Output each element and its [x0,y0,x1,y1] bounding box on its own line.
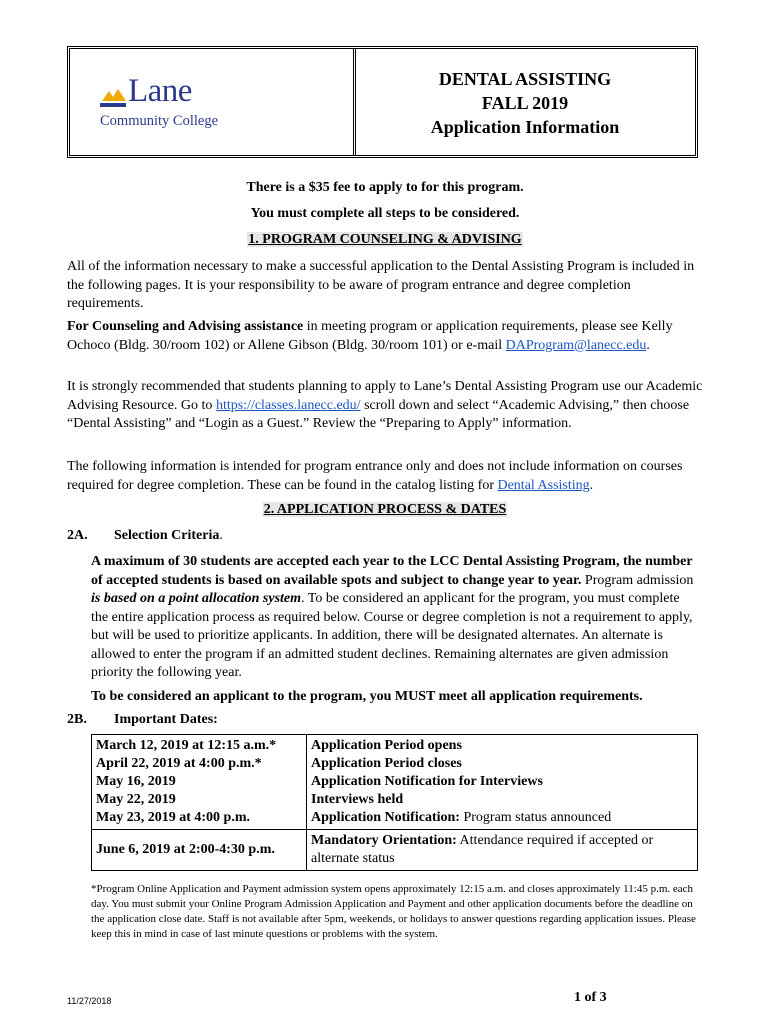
classes-link[interactable]: https://classes.lanecc.edu/ [215,397,361,413]
period: . [589,477,594,493]
subsection-2b-title: Important Dates: [114,712,218,727]
admission-text-2: . To be considered an applicant for the program, you must complete the entire application process as required below. Course or degree completion is not a requirement to apply, but will be used to prioritize applicants. In addition, there will be designated alternates. An alternate is allowed to enter the program if an admitted student declines. Remaining alternates are given admission priority the following year. [91,591,693,680]
section-1-paragraph-4 [67,458,703,495]
table-row [92,830,698,871]
selection-criteria-title: Selection Criteria [114,528,220,543]
section-2-heading-text: 2. APPLICATION PROCESS & DATES [263,502,507,517]
section-1-paragraph-3 [67,378,703,434]
date-cell: March 12, 2019 at 12:15 a.m.* [96,738,277,753]
catalog-text: The following information is intended for program entrance only and does not include information on courses required for degree completion. These can be found in the catalog listing for [67,459,683,493]
event-cell: Interviews held [311,792,404,807]
lane-logo-mark-icon [98,81,128,109]
period: . [219,528,223,543]
event-cell: Application Period closes [311,756,462,771]
page-title [356,67,694,139]
title-line-2: FALL 2019 [481,93,569,113]
section-1-heading-text: 1. PROGRAM COUNSELING & ADVISING [248,232,522,247]
event-cell: Application Notification for Interviews [311,774,543,789]
admission-text-1: Program admission [581,572,694,588]
title-line-3: Application Information [430,117,620,137]
orientation-date-cell: June 6, 2019 at 2:00-4:30 p.m. [92,830,307,871]
fee-notice: There is a $35 fee to apply to for this program. [246,180,524,195]
date-cell: May 16, 2019 [96,774,176,789]
important-dates-table [91,734,698,871]
event-cell: Application Period opens [311,738,462,753]
section-2-heading [0,502,770,518]
table-row [92,735,698,830]
subsection-2b-label: 2B. [67,712,87,727]
events-column [307,735,698,830]
date-cell: April 22, 2019 at 4:00 p.m.* [96,756,262,771]
title-line-1: DENTAL ASSISTING [438,69,612,89]
date-cell: May 23, 2019 at 4:00 p.m. [96,810,250,825]
logo-subtitle: Community College [100,113,219,129]
section-1-heading [0,232,770,248]
selection-criteria-paragraph [91,553,697,683]
subsection-2a-label: 2A. [67,528,88,543]
advising-text-a: It is strongly recommended that students planning to apply to Lane’s Dental Assisting Program use our Academic Advising Resource. Go to [67,379,703,413]
lane-logo [96,73,226,133]
orientation-event-bold: Mandatory Orientation: [311,833,457,848]
section-1-paragraph-1: All of the information necessary to make a successful application to the Dental Assisting Program is included in the following pages. It is your responsibility to be aware of program entrance and degree completion requirements. [67,259,695,311]
header-box [67,46,698,158]
event-cell [311,809,693,827]
page-number: 1 of 3 [574,990,607,1005]
must-meet-requirements: To be considered an applicant to the program, you MUST meet all application requirements. [91,689,643,704]
date-cell: May 22, 2019 [96,792,176,807]
steps-notice: You must complete all steps to be considered. [250,206,520,221]
section-1-paragraph-2 [67,318,703,355]
subsection-2a-title [114,528,223,544]
max-students-bold: A maximum of 30 students are accepted each year to the LCC Dental Assisting Program, the number of accepted students is based on available spots and subject to change year to year. [91,554,693,588]
point-system-bolditalic: is based on a point allocation system [91,591,302,606]
event-cell-extra: Program status announced [459,810,612,825]
dental-assisting-link[interactable]: Dental Assisting [497,477,590,493]
period: . [646,337,650,353]
advising-text-b: scroll down and select “Academic Advising,” then choose “Dental Assisting” and “Login as a Guest.” Review the “Preparing to Apply” information. [67,397,690,431]
dates-column [92,735,307,830]
footnote: *Program Online Application and Payment admission system opens approximately 12:15 a.m. and closes approximately 11:45 p.m. each day. You must submit your Online Program Admission Application and Payment and other application documents before the deadline on the application close date. Staff is not available after 5pm, weekends, or holidays to answer questions regarding application issues. Please keep this in mind in case of last minute questions or problems with the system. [91,883,696,940]
counseling-text: in meeting program or application requirements, please see Kelly Ochoco (Bldg. 30/room 102) or Allene Gibson (Bldg. 30/room 101) or e-mail [67,319,673,353]
logo-name: Lane [128,73,192,109]
orientation-event-cell [307,830,698,871]
orientation-event-extra: Attendance required if accepted or alternate status [311,833,654,866]
event-cell-bold: Application Notification: [311,810,460,825]
email-link[interactable]: DAProgram@lanecc.edu [505,337,647,353]
footer-date: 11/27/2018 [67,996,112,1006]
counseling-bold: For Counseling and Advising assistance [67,319,304,334]
